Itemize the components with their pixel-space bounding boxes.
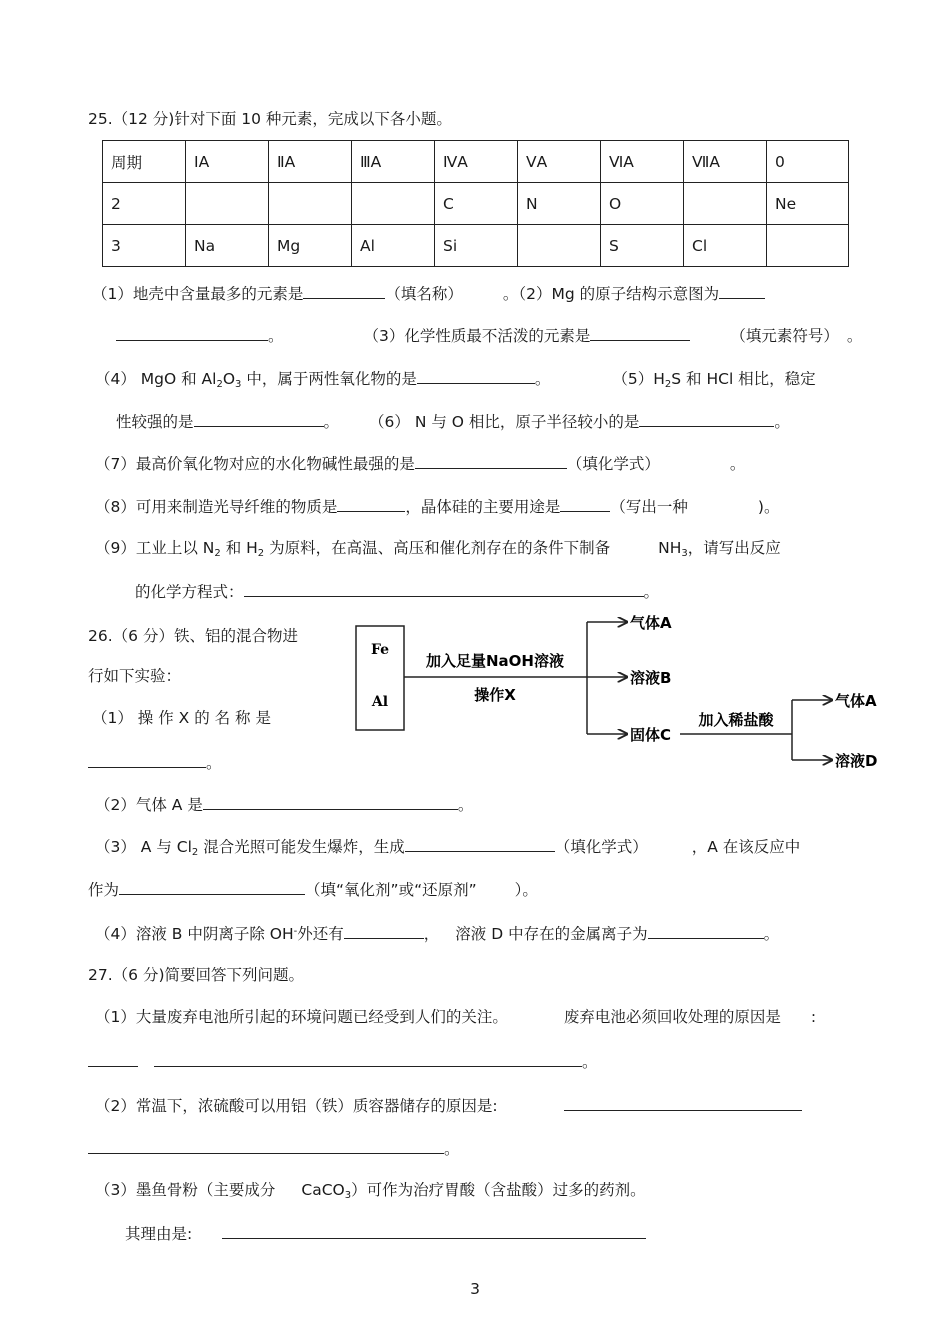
q26-p4-comma: ， [423,925,440,943]
table-cell: Al [352,225,435,267]
table-cell: Si [435,225,518,267]
q25-p9-text4: ，请写出反应 [687,539,781,557]
q26-p2-text: （2）气体 A 是 [95,796,203,814]
q25-p3-note: （填元素符号） [730,327,839,345]
answer-blank[interactable] [203,793,458,810]
q26-part1-answer [88,751,222,773]
q25-p3-end: 。 [846,327,863,345]
subscript: 2 [216,379,223,390]
table-row [103,225,849,267]
subscript: 3 [681,548,688,559]
q25-p4-text: （4） MgO 和 Al [95,370,217,388]
q26-title-1: 26.（6 分）铁、铝的混合物进 [88,627,298,645]
answer-blank[interactable] [303,282,385,299]
q26-part1: （1） 操 作 X 的 名 称 是 [92,709,271,727]
q27-part1-answer [88,1050,598,1072]
table-cell: Na [186,225,269,267]
q26-title-2: 行如下实验： [88,667,182,685]
q25-p9-formula: NH [658,539,682,557]
answer-blank[interactable] [88,751,206,768]
answer-blank[interactable] [405,835,555,852]
box-fe-label: Fe [370,642,390,658]
table-cell: 周期 [103,141,186,183]
table-cell [684,183,767,225]
gas-a-label: 气体A [630,614,672,632]
table-cell: 0 [767,141,849,183]
q25-p5-text: （5）H [612,370,665,388]
table-cell [518,225,601,267]
step1-label: 加入足量NaOH溶液 [426,652,564,670]
q27-p2-text: （2）常温下，浓硫酸可以用铝（铁）质容器储存的原因是: [95,1097,498,1115]
table-cell: ⅤA [518,141,601,183]
q26-p4-text: （4）溶液 B 中阴离子除 OH [95,925,294,943]
q25-p8-text2: ，晶体硅的主要用途是 [405,498,561,516]
table-cell: ⅣA [435,141,518,183]
table-row [103,183,849,225]
table-cell: O [601,183,684,225]
q26-part3 [95,835,800,857]
q25-p9-text: （9）工业上以 N [95,539,215,557]
q26-p3-note2: （填“氧化剂”或“还原剂” [305,881,477,899]
box-al-label: Al [371,694,389,710]
q27-part1 [95,1007,816,1027]
superscript: - [293,926,298,937]
q25-p9-text3: 为原料，在高温、高压和催化剂存在的条件下制备 [264,539,611,557]
table-cell: 3 [103,225,186,267]
q25-p7-end: 。 [729,455,746,473]
table-cell: 2 [103,183,186,225]
q27-p1-text: （1）大量废弃电池所引起的环境问题已经受到人们的关注。 [95,1008,508,1026]
table-cell: N [518,183,601,225]
q25-p8-note: （写出一种 [610,498,688,516]
answer-blank[interactable] [88,1137,444,1154]
q25-p8-end: )。 [757,498,780,516]
q26-p4-end: 。 [763,925,780,943]
q25-part4 [95,367,816,389]
answer-blank[interactable] [222,1222,646,1239]
q26-part2 [95,793,473,815]
q26-p3-text3: ，A 在该反应中 [691,838,801,856]
answer-blank[interactable] [337,495,405,512]
q25-p5-text3: 性较强的是 [116,413,194,431]
q27-part2-answer [88,1137,460,1159]
q25-p9-text5: 的化学方程式： [135,583,244,601]
answer-blank[interactable] [344,922,424,939]
q25-p6-text: （6） N 与 O 相比，原子半径较小的是 [369,413,640,431]
table-cell: S [601,225,684,267]
table-cell [767,225,849,267]
solid-c-label: 固体C [630,726,672,744]
q25-part1 [92,282,765,304]
answer-blank[interactable] [88,1050,138,1067]
q27-title: 27.（6 分)简要回答下列问题。 [88,966,304,984]
q25-p4-text2: 中，属于两性氧化物的是 [241,370,417,388]
q25-part5-6 [116,410,790,432]
q26-part4 [95,922,779,944]
q25-p2-text: 。（2）Mg 的原子结构示意图为 [502,285,720,303]
subscript: 2 [664,379,672,390]
q25-part8 [95,495,779,517]
answer-blank[interactable] [560,495,610,512]
solution-d-label: 溶液D [835,752,878,770]
table-cell: ⅦA [684,141,767,183]
page-number: 3 [470,1280,480,1298]
q27-p3-text2: ）可作为治疗胃酸（含盐酸）过多的药剂。 [351,1181,646,1199]
q27-p2-end: 。 [444,1140,460,1158]
q27-p1-end: 。 [582,1053,598,1071]
answer-blank[interactable] [116,324,268,341]
q25-p9-text2: 和 H [220,539,258,557]
q27-p1-text2: 废弃电池必须回收处理的原因是 [563,1008,781,1026]
q27-part3-reason [125,1222,646,1244]
q25-p5-end: 。 [323,413,340,431]
q26-p3-text2: 混合光照可能发生爆炸，生成 [198,838,405,856]
q25-p3-text: （3）化学性质最不活泼的元素是 [363,327,591,345]
table-cell: ⅠA [186,141,269,183]
table-cell [352,183,435,225]
subscript: 2 [191,847,199,858]
subscript: 2 [214,548,221,559]
q26-part3-cont [88,878,538,900]
q26-p4-text3: 溶液 D 中存在的金属离子为 [455,925,648,943]
q26-p1-end: 。 [206,754,222,772]
q25-part9-eq [135,580,659,602]
answer-blank[interactable] [639,410,774,427]
q26-p3-end: ）。 [514,881,538,899]
q25-p4-formula: O [222,370,236,388]
table-cell: ⅡA [269,141,352,183]
table-cell [186,183,269,225]
answer-blank[interactable] [415,452,567,469]
step1-operation-label: 操作X [474,686,516,704]
step2-label: 加入稀盐酸 [698,711,774,729]
q25-p2-end: 。 [268,327,284,345]
q27-p3-text3: 其理由是: [125,1225,193,1243]
q25-p7-text: （7）最高价氧化物对应的水化物碱性最强的是 [95,455,415,473]
answer-blank[interactable] [119,878,305,895]
q25-p9-end: 。 [643,583,660,601]
answer-blank[interactable] [154,1050,582,1067]
answer-blank[interactable] [194,410,324,427]
answer-blank[interactable] [719,282,765,299]
table-cell: ⅢA [352,141,435,183]
table-cell: Ne [767,183,849,225]
table-header-row [103,141,849,183]
q26-p3-text4: 作为 [88,881,120,899]
q27-p1-colon: : [810,1008,817,1026]
subscript: 2 [257,548,265,559]
table-cell: ⅥA [601,141,684,183]
q27-p3-text: （3）墨鱼骨粉（主要成分 [95,1181,276,1199]
answer-blank[interactable] [564,1094,802,1111]
q25-p1-note: （填名称） [385,285,463,303]
answer-blank[interactable] [244,580,644,597]
q25-p7-note: （填化学式） [566,455,660,473]
answer-blank[interactable] [417,367,535,384]
q26-p4-text2: 外还有 [297,925,344,943]
q26-p2-end: 。 [457,796,474,814]
q25-p8-text: （8）可用来制造光导纤维的物质是 [95,498,338,516]
experiment-flow-diagram [355,608,895,778]
q25-part7 [95,452,745,474]
q25-title: 25.（12 分)针对下面 10 种元素，完成以下各小题。 [88,110,452,128]
q25-part9 [95,538,781,558]
answer-blank[interactable] [648,922,764,939]
periodic-table [102,140,849,267]
q27-p3-formula: CaCO [301,1181,345,1199]
q26-p3-note: （填化学式） [554,838,648,856]
q25-p1-text: （1）地壳中含量最多的元素是 [92,285,304,303]
q25-p5-text2: S 和 HCl 相比，稳定 [671,370,816,388]
q27-part2 [95,1094,802,1116]
table-cell [269,183,352,225]
q25-part3 [116,324,862,346]
table-cell: C [435,183,518,225]
gas-a-2-label: 气体A [835,692,877,710]
subscript: 3 [235,379,242,390]
answer-blank[interactable] [590,324,690,341]
table-cell: Mg [269,225,352,267]
subscript: 3 [344,1190,352,1201]
table-cell: Cl [684,225,767,267]
q25-p6-end: 。 [774,413,790,431]
q27-part3 [95,1180,646,1200]
q26-p3-text: （3） A 与 Cl [95,838,192,856]
solution-b-label: 溶液B [630,669,672,687]
q25-p4-end: 。 [534,370,551,388]
